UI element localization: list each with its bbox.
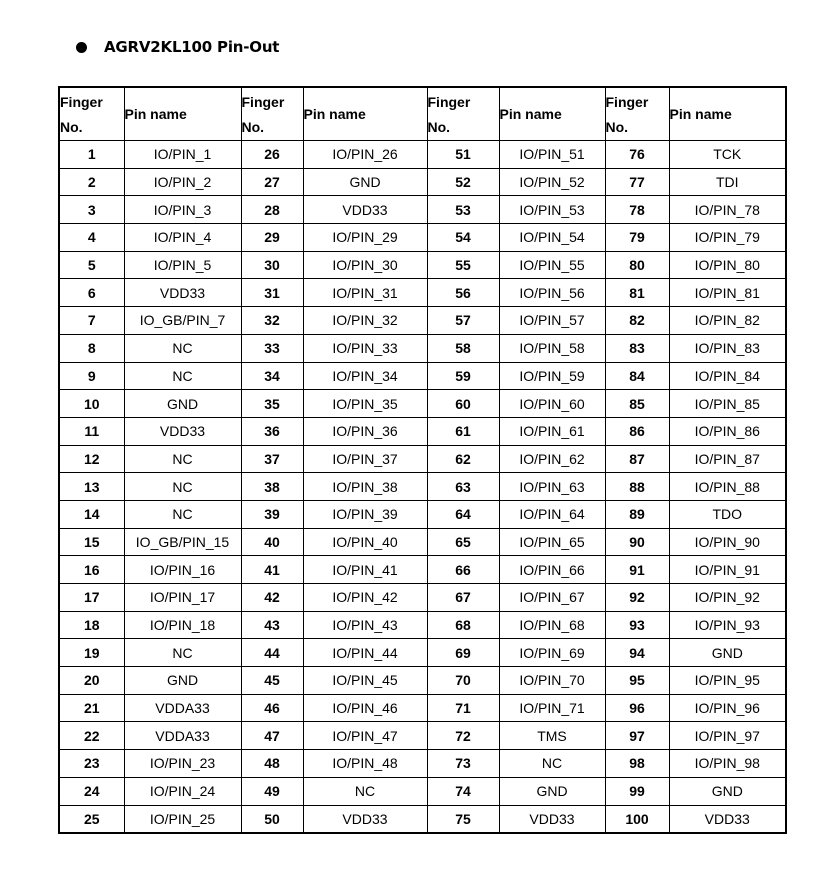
finger-number-cell: 99 (605, 777, 669, 805)
table-row (59, 307, 786, 335)
finger-number-cell: 52 (427, 168, 499, 196)
finger-number-cell: 91 (605, 556, 669, 584)
finger-number-cell: 61 (427, 417, 499, 445)
pin-name-cell: IO/PIN_35 (303, 390, 427, 418)
table-body (59, 141, 786, 834)
pin-name-cell: IO/PIN_65 (499, 528, 605, 556)
table-header-row (59, 87, 786, 141)
table-row (59, 556, 786, 584)
finger-number-cell: 88 (605, 473, 669, 501)
finger-number-cell: 96 (605, 694, 669, 722)
finger-number-cell: 87 (605, 445, 669, 473)
pin-name-cell: IO/PIN_61 (499, 417, 605, 445)
pin-name-cell: IO/PIN_58 (499, 334, 605, 362)
table-row (59, 667, 786, 695)
finger-number-cell: 24 (59, 777, 124, 805)
finger-number-cell: 69 (427, 639, 499, 667)
finger-number-cell: 65 (427, 528, 499, 556)
pin-name-cell: IO/PIN_42 (303, 584, 427, 612)
finger-number-cell: 89 (605, 500, 669, 528)
finger-number-cell: 58 (427, 334, 499, 362)
finger-number-cell: 26 (241, 141, 303, 169)
finger-number-cell: 28 (241, 196, 303, 224)
finger-number-cell: 32 (241, 307, 303, 335)
pin-name-cell: VDD33 (499, 805, 605, 833)
finger-number-cell: 72 (427, 722, 499, 750)
pin-name-cell: NC (124, 500, 241, 528)
finger-number-cell: 79 (605, 224, 669, 252)
finger-number-cell: 23 (59, 750, 124, 778)
finger-number-cell: 11 (59, 417, 124, 445)
bullet-icon (76, 42, 87, 53)
finger-number-cell: 77 (605, 168, 669, 196)
pin-name-cell: IO/PIN_51 (499, 141, 605, 169)
finger-number-cell: 75 (427, 805, 499, 833)
pin-name-cell: IO/PIN_23 (124, 750, 241, 778)
finger-number-cell: 66 (427, 556, 499, 584)
table-row (59, 750, 786, 778)
table-row (59, 279, 786, 307)
finger-number-cell: 64 (427, 500, 499, 528)
finger-number-cell: 67 (427, 584, 499, 612)
pin-name-cell: IO/PIN_84 (669, 362, 786, 390)
finger-number-cell: 80 (605, 251, 669, 279)
finger-number-cell: 85 (605, 390, 669, 418)
finger-number-cell: 13 (59, 473, 124, 501)
finger-number-cell: 82 (605, 307, 669, 335)
finger-number-cell: 56 (427, 279, 499, 307)
pin-name-cell: IO/PIN_88 (669, 473, 786, 501)
finger-number-cell: 93 (605, 611, 669, 639)
finger-number-cell: 20 (59, 667, 124, 695)
finger-number-cell: 98 (605, 750, 669, 778)
pin-name-cell: IO/PIN_66 (499, 556, 605, 584)
finger-number-cell: 54 (427, 224, 499, 252)
pin-name-cell: VDD33 (124, 417, 241, 445)
pin-name-cell: IO/PIN_96 (669, 694, 786, 722)
pin-name-cell: IO/PIN_1 (124, 141, 241, 169)
finger-number-cell: 10 (59, 390, 124, 418)
finger-no-header: Finger No. (427, 87, 499, 141)
table-row (59, 196, 786, 224)
pin-name-cell: IO/PIN_48 (303, 750, 427, 778)
finger-number-cell: 6 (59, 279, 124, 307)
table-row (59, 722, 786, 750)
finger-number-cell: 46 (241, 694, 303, 722)
pin-name-cell: IO/PIN_57 (499, 307, 605, 335)
pin-name-cell: GND (669, 777, 786, 805)
finger-number-cell: 71 (427, 694, 499, 722)
finger-number-cell: 100 (605, 805, 669, 833)
pin-name-cell: IO/PIN_81 (669, 279, 786, 307)
pin-name-cell: IO/PIN_67 (499, 584, 605, 612)
pin-name-cell: IO/PIN_62 (499, 445, 605, 473)
pin-name-cell: IO/PIN_87 (669, 445, 786, 473)
pin-name-cell: NC (124, 639, 241, 667)
table-row (59, 362, 786, 390)
finger-number-cell: 42 (241, 584, 303, 612)
table-row (59, 251, 786, 279)
finger-number-cell: 34 (241, 362, 303, 390)
finger-number-cell: 21 (59, 694, 124, 722)
pin-name-cell: IO/PIN_34 (303, 362, 427, 390)
finger-number-cell: 1 (59, 141, 124, 169)
pin-name-cell: GND (124, 667, 241, 695)
finger-number-cell: 16 (59, 556, 124, 584)
finger-number-cell: 2 (59, 168, 124, 196)
table-row (59, 639, 786, 667)
finger-number-cell: 94 (605, 639, 669, 667)
page-title: AGRV2KL100 Pin-Out (104, 38, 280, 56)
pin-name-cell: IO/PIN_40 (303, 528, 427, 556)
finger-number-cell: 49 (241, 777, 303, 805)
pinout-table (58, 86, 787, 834)
pin-name-cell: IO/PIN_31 (303, 279, 427, 307)
finger-number-cell: 90 (605, 528, 669, 556)
finger-number-cell: 7 (59, 307, 124, 335)
pin-name-cell: IO/PIN_5 (124, 251, 241, 279)
table-row (59, 473, 786, 501)
pin-name-cell: IO/PIN_64 (499, 500, 605, 528)
pin-name-cell: IO/PIN_92 (669, 584, 786, 612)
finger-number-cell: 41 (241, 556, 303, 584)
pin-name-cell: IO/PIN_32 (303, 307, 427, 335)
pin-name-cell: NC (124, 334, 241, 362)
finger-number-cell: 31 (241, 279, 303, 307)
pin-name-cell: IO/PIN_25 (124, 805, 241, 833)
pin-name-cell: IO/PIN_30 (303, 251, 427, 279)
pin-name-cell: IO/PIN_93 (669, 611, 786, 639)
finger-number-cell: 63 (427, 473, 499, 501)
finger-number-cell: 45 (241, 667, 303, 695)
finger-number-cell: 25 (59, 805, 124, 833)
finger-number-cell: 37 (241, 445, 303, 473)
table-row (59, 445, 786, 473)
pin-name-cell: VDDA33 (124, 694, 241, 722)
pin-name-cell: IO/PIN_44 (303, 639, 427, 667)
pin-name-header: Pin name (669, 87, 786, 141)
pin-name-cell: IO/PIN_16 (124, 556, 241, 584)
finger-number-cell: 78 (605, 196, 669, 224)
pin-name-cell: IO/PIN_37 (303, 445, 427, 473)
pin-name-cell: IO/PIN_70 (499, 667, 605, 695)
finger-number-cell: 68 (427, 611, 499, 639)
pin-name-cell: IO/PIN_85 (669, 390, 786, 418)
finger-number-cell: 18 (59, 611, 124, 639)
pin-name-cell: TDI (669, 168, 786, 196)
finger-number-cell: 33 (241, 334, 303, 362)
finger-number-cell: 53 (427, 196, 499, 224)
finger-number-cell: 40 (241, 528, 303, 556)
pin-name-cell: IO/PIN_68 (499, 611, 605, 639)
pin-name-cell: IO/PIN_63 (499, 473, 605, 501)
pin-name-cell: IO/PIN_98 (669, 750, 786, 778)
pin-name-cell: IO/PIN_95 (669, 667, 786, 695)
table-row (59, 694, 786, 722)
pin-name-cell: IO/PIN_43 (303, 611, 427, 639)
pin-name-cell: IO/PIN_60 (499, 390, 605, 418)
finger-number-cell: 12 (59, 445, 124, 473)
finger-no-header: Finger No. (241, 87, 303, 141)
finger-number-cell: 39 (241, 500, 303, 528)
pin-name-cell: IO/PIN_52 (499, 168, 605, 196)
finger-number-cell: 51 (427, 141, 499, 169)
pin-name-cell: NC (124, 362, 241, 390)
table-row (59, 417, 786, 445)
pin-name-cell: IO/PIN_29 (303, 224, 427, 252)
pin-name-cell: IO_GB/PIN_7 (124, 307, 241, 335)
pin-name-cell: IO/PIN_45 (303, 667, 427, 695)
finger-number-cell: 62 (427, 445, 499, 473)
table-row (59, 168, 786, 196)
finger-number-cell: 97 (605, 722, 669, 750)
pin-name-cell: IO/PIN_97 (669, 722, 786, 750)
finger-number-cell: 50 (241, 805, 303, 833)
finger-number-cell: 81 (605, 279, 669, 307)
finger-number-cell: 57 (427, 307, 499, 335)
finger-number-cell: 60 (427, 390, 499, 418)
pin-name-cell: IO/PIN_46 (303, 694, 427, 722)
finger-number-cell: 43 (241, 611, 303, 639)
finger-number-cell: 86 (605, 417, 669, 445)
finger-number-cell: 15 (59, 528, 124, 556)
pin-name-cell: IO/PIN_54 (499, 224, 605, 252)
pin-name-cell: NC (124, 445, 241, 473)
pin-name-cell: IO/PIN_17 (124, 584, 241, 612)
finger-number-cell: 4 (59, 224, 124, 252)
pin-name-cell: IO_GB/PIN_15 (124, 528, 241, 556)
pin-name-cell: VDD33 (303, 196, 427, 224)
finger-number-cell: 27 (241, 168, 303, 196)
finger-number-cell: 74 (427, 777, 499, 805)
finger-number-cell: 3 (59, 196, 124, 224)
table-row (59, 500, 786, 528)
pin-name-cell: TCK (669, 141, 786, 169)
finger-number-cell: 35 (241, 390, 303, 418)
pin-name-cell: IO/PIN_18 (124, 611, 241, 639)
pin-name-cell: TDO (669, 500, 786, 528)
table-row (59, 334, 786, 362)
finger-number-cell: 30 (241, 251, 303, 279)
finger-number-cell: 22 (59, 722, 124, 750)
finger-number-cell: 9 (59, 362, 124, 390)
table-row (59, 390, 786, 418)
finger-number-cell: 73 (427, 750, 499, 778)
pin-name-cell: IO/PIN_55 (499, 251, 605, 279)
pin-name-cell: IO/PIN_83 (669, 334, 786, 362)
finger-number-cell: 76 (605, 141, 669, 169)
pin-name-cell: NC (303, 777, 427, 805)
finger-no-header: Finger No. (59, 87, 124, 141)
pin-name-cell: IO/PIN_86 (669, 417, 786, 445)
table-row (59, 528, 786, 556)
pin-name-cell: GND (499, 777, 605, 805)
table-row (59, 584, 786, 612)
pin-name-cell: IO/PIN_39 (303, 500, 427, 528)
finger-number-cell: 83 (605, 334, 669, 362)
finger-number-cell: 14 (59, 500, 124, 528)
finger-number-cell: 48 (241, 750, 303, 778)
pin-name-cell: IO/PIN_2 (124, 168, 241, 196)
pin-name-cell: GND (669, 639, 786, 667)
pin-name-cell: IO/PIN_71 (499, 694, 605, 722)
table-row (59, 141, 786, 169)
finger-number-cell: 36 (241, 417, 303, 445)
pin-name-header: Pin name (499, 87, 605, 141)
finger-number-cell: 92 (605, 584, 669, 612)
pin-name-cell: TMS (499, 722, 605, 750)
pin-name-cell: IO/PIN_41 (303, 556, 427, 584)
pin-name-cell: IO/PIN_90 (669, 528, 786, 556)
pin-name-cell: GND (303, 168, 427, 196)
table-row (59, 777, 786, 805)
pin-name-cell: NC (124, 473, 241, 501)
pin-name-cell: IO/PIN_36 (303, 417, 427, 445)
finger-number-cell: 84 (605, 362, 669, 390)
pin-name-cell: VDD33 (303, 805, 427, 833)
finger-number-cell: 38 (241, 473, 303, 501)
finger-number-cell: 47 (241, 722, 303, 750)
pin-name-cell: IO/PIN_38 (303, 473, 427, 501)
table-row (59, 805, 786, 833)
finger-number-cell: 8 (59, 334, 124, 362)
pin-name-cell: IO/PIN_59 (499, 362, 605, 390)
finger-number-cell: 5 (59, 251, 124, 279)
finger-number-cell: 95 (605, 667, 669, 695)
finger-number-cell: 70 (427, 667, 499, 695)
pin-name-cell: IO/PIN_4 (124, 224, 241, 252)
pin-name-cell: IO/PIN_53 (499, 196, 605, 224)
section-heading (76, 34, 279, 60)
finger-no-header: Finger No. (605, 87, 669, 141)
pin-name-cell: IO/PIN_3 (124, 196, 241, 224)
pin-name-cell: IO/PIN_33 (303, 334, 427, 362)
pin-name-cell: IO/PIN_69 (499, 639, 605, 667)
finger-number-cell: 59 (427, 362, 499, 390)
pin-name-cell: IO/PIN_91 (669, 556, 786, 584)
finger-number-cell: 29 (241, 224, 303, 252)
pin-name-cell: IO/PIN_79 (669, 224, 786, 252)
pin-name-cell: IO/PIN_26 (303, 141, 427, 169)
pin-name-header: Pin name (124, 87, 241, 141)
pin-name-cell: VDDA33 (124, 722, 241, 750)
finger-number-cell: 17 (59, 584, 124, 612)
pin-name-cell: IO/PIN_47 (303, 722, 427, 750)
finger-number-cell: 55 (427, 251, 499, 279)
pin-name-header: Pin name (303, 87, 427, 141)
pin-name-cell: IO/PIN_78 (669, 196, 786, 224)
pin-name-cell: IO/PIN_80 (669, 251, 786, 279)
pin-name-cell: VDD33 (669, 805, 786, 833)
finger-number-cell: 44 (241, 639, 303, 667)
pin-name-cell: VDD33 (124, 279, 241, 307)
pin-name-cell: GND (124, 390, 241, 418)
pin-name-cell: IO/PIN_24 (124, 777, 241, 805)
pin-name-cell: IO/PIN_56 (499, 279, 605, 307)
table-row (59, 611, 786, 639)
table-row (59, 224, 786, 252)
pin-name-cell: IO/PIN_82 (669, 307, 786, 335)
finger-number-cell: 19 (59, 639, 124, 667)
pin-name-cell: NC (499, 750, 605, 778)
